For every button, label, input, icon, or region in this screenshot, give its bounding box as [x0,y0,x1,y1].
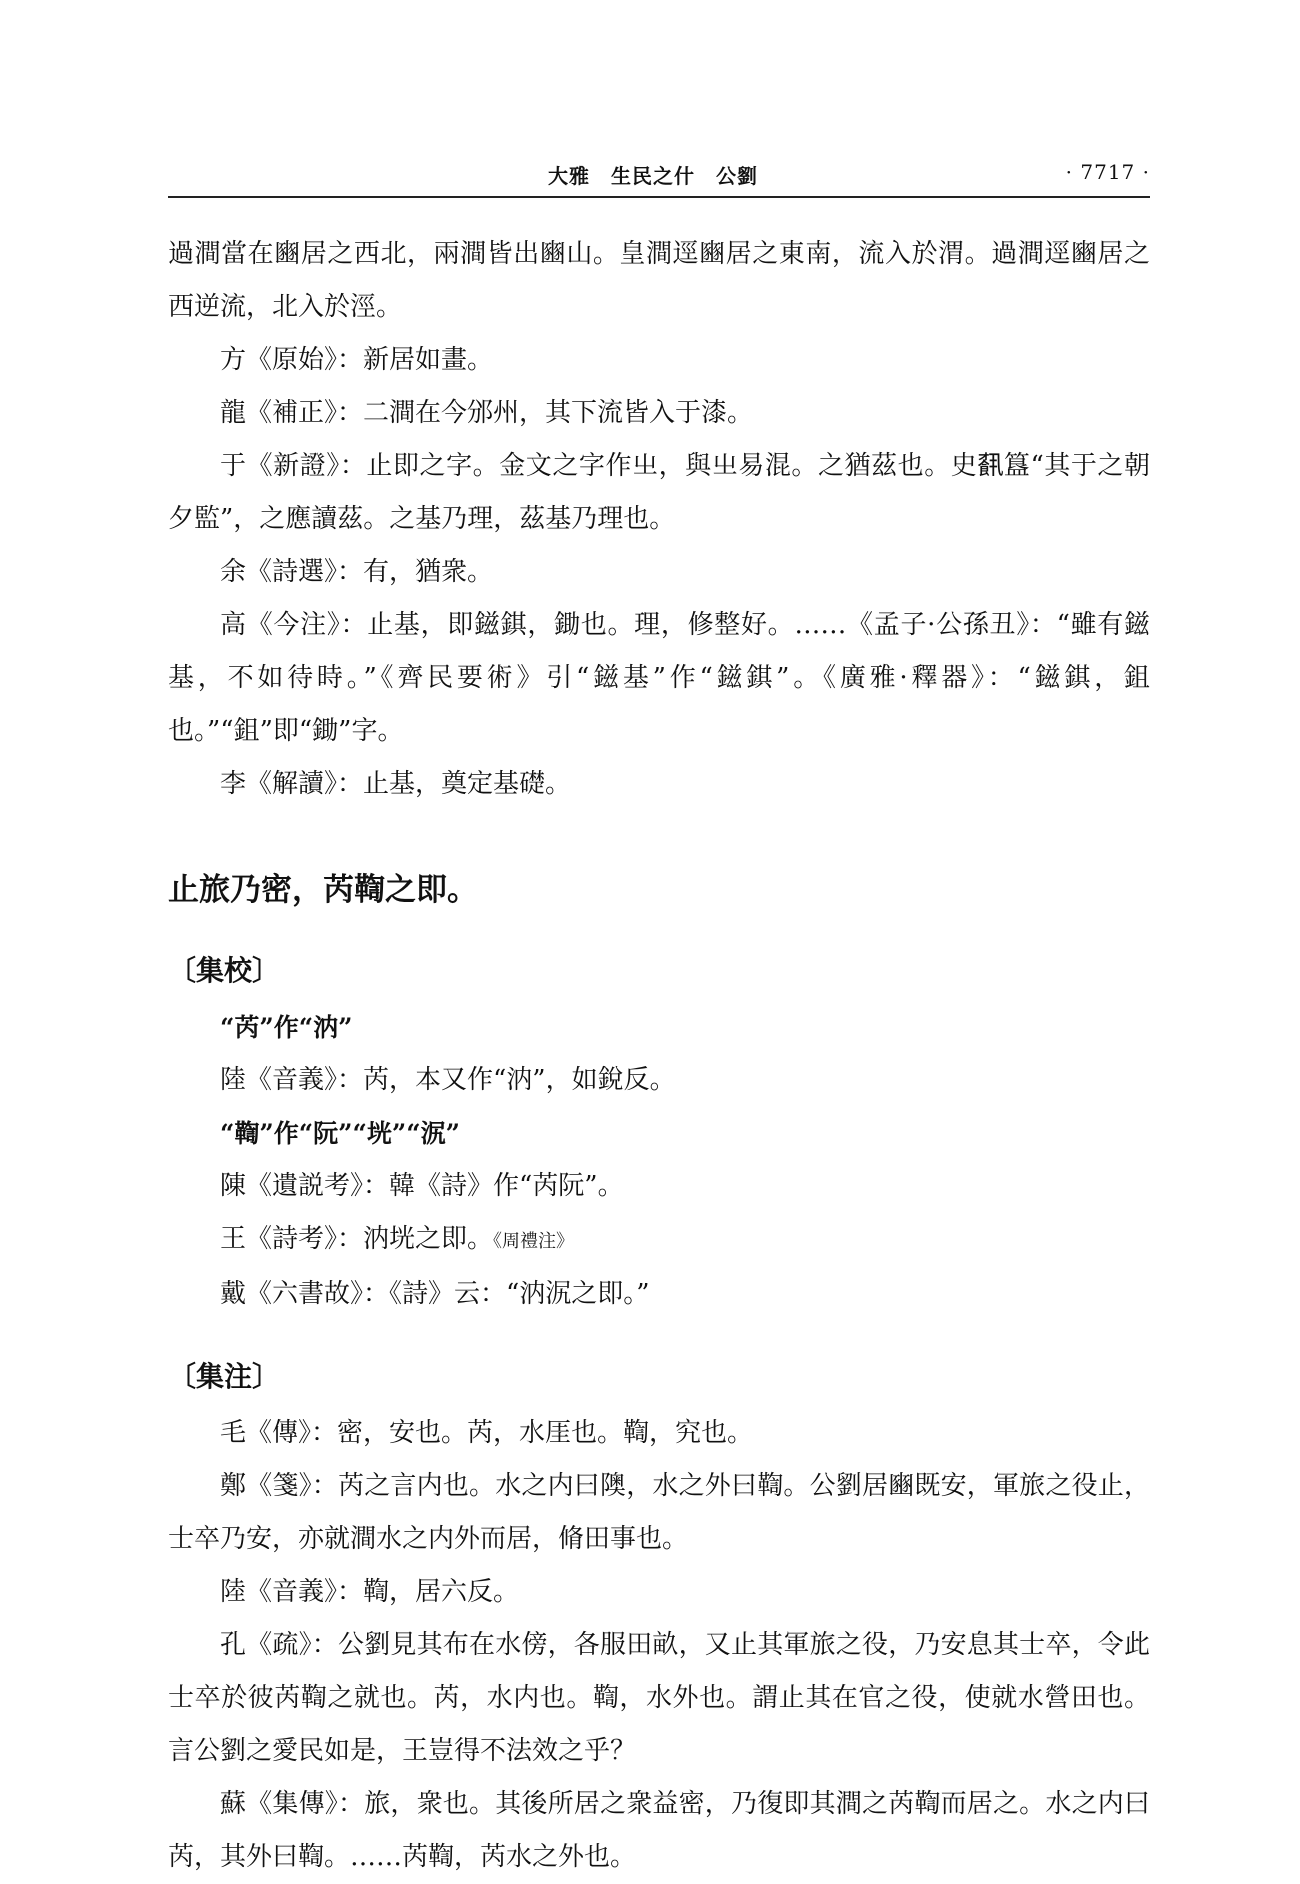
paragraph: 于《新證》：止即之字。金文之字作㞢，與㞢易混。之猶茲也。史𩛥簋“其于之朝夕監”，之應讀茲。之基乃理，茲基乃理也。 [168,451,1150,534]
paragraph: 毛《傳》：密，安也。芮，水厓也。鞫，究也。 [220,1418,754,1448]
page-body [168,228,1150,1884]
variant-heading: “芮”作“汭” [220,1013,353,1042]
header-rule [168,196,1150,198]
paragraph: 孔《疏》：公劉見其布在水傍，各服田畝，又止其軍旅之役，乃安息其士卒，令此士卒於彼芮鞫之就也。芮，水内也。鞫，水外也。謂止其在官之役，使就水營田也。言公劉之愛民如是，王豈得不法效之乎？ [168,1630,1150,1766]
paragraph: 方《原始》：新居如畫。 [220,345,494,375]
paragraph-text: 王《詩考》：汭垙之即。 [220,1224,494,1254]
paragraph: 李《解讀》：止基，奠定基礎。 [220,769,572,799]
paragraph: 過澗當在豳居之西北，兩澗皆出豳山。皇澗逕豳居之東南，流入於渭。過澗逕豳居之西逆流，北入於涇。 [168,239,1150,322]
paragraph: 蘇《集傳》：旅，衆也。其後所居之衆益密，乃復即其澗之芮鞫而居之。水之内曰芮，其外曰鞫。……芮鞫，芮水之外也。 [168,1789,1150,1872]
paragraph: 高《今注》：止基，即鎡錤，鋤也。理，修整好。……《孟子·公孫丑》：“雖有鎡基，不如待時。”《齊民要術》引“鎡基”作“鎡錤”。《廣雅·釋器》：“鎡錤，鉏也。”“鉏”即“鋤”字。 [168,610,1150,746]
paragraph [168,1213,1150,1268]
section-heading-jizhu: 〔集注〕 [168,1360,281,1393]
paragraph: 陳《遺説考》：韓《詩》作“芮阮”。 [220,1171,624,1201]
paragraph: 戴《六書故》：《詩》云：“汭泦之即。” [220,1279,650,1309]
paragraph: 龍《補正》：二澗在今邠州，其下流皆入于漆。 [220,398,754,428]
paragraph: 陸《音義》：芮，本又作“汭”，如銳反。 [220,1065,676,1095]
variant-heading: “鞫”作“阮”“垙”“泦” [220,1119,461,1148]
source-note: 《周禮注》 [493,1231,575,1252]
paragraph: 陸《音義》：鞫，居六反。 [220,1577,520,1607]
running-header [168,160,1150,200]
verse-line: 止旅乃密，芮鞫之即。 [168,872,478,908]
paragraph: 余《詩選》：有，猶衆。 [220,557,494,587]
section-heading-jijiao: 〔集校〕 [168,954,281,987]
header-title: 大雅 生民之什 公劉 [548,164,758,188]
paragraph: 鄭《箋》：芮之言内也。水之内曰隩，水之外曰鞫。公劉居豳既安，軍旅之役止，士卒乃安，亦就澗水之内外而居，脩田事也。 [168,1471,1150,1554]
page-number: · 7717 · [1065,160,1150,184]
